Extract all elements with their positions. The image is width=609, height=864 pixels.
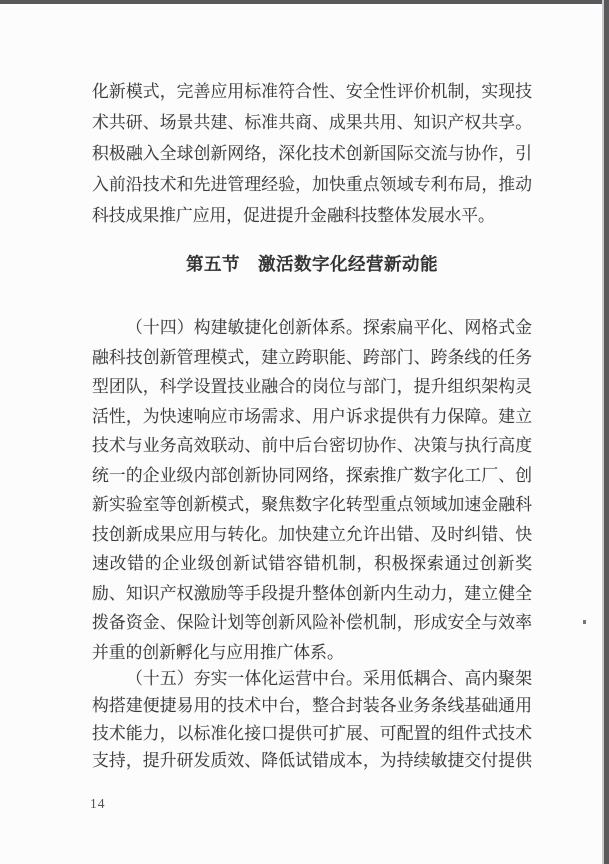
text-line: 型团队，科学设置技业融合的岗位与部门，提升组织架构灵 (92, 377, 532, 396)
text-line: 化新模式，完善应用标准符合性、安全性评价机制，实现技 (92, 82, 532, 101)
paragraph-intro (92, 76, 532, 231)
scan-artifact-dot (583, 620, 586, 624)
text-line: 拨备资金、保险计划等创新风险补偿机制，形成安全与效率 (92, 613, 532, 632)
text-line: （十五）夯实一体化运营中台。采用低耦合、高内聚架 (126, 669, 532, 688)
page-number: 14 (90, 796, 106, 811)
text-line: （十四）构建敏捷化创新体系。探索扁平化、网格式金 (126, 318, 532, 337)
text-line: 技创新成果应用与转化。加快建立允许出错、及时纠错、快 (92, 524, 532, 544)
paragraph-15 (92, 665, 532, 775)
text-line: 并重的创新孵化与应用推广体系。 (92, 642, 344, 662)
text-line: 技术与业务高效联动、前中后台密切协作、决策与执行高度 (92, 436, 532, 455)
text-line: 活性，为快速响应市场需求、用户诉求提供有力保障。建立 (92, 406, 532, 426)
text-line: 技术能力，以标准化接口提供可扩展、可配置的组件式技术 (92, 723, 532, 743)
text-line: 科技成果推广应用，促进提升金融科技整体发展水平。 (92, 206, 495, 226)
text-line: 术共研、场景共建、标准共商、成果共用、知识产权共享。 (92, 113, 532, 133)
text-line: 统一的企业级内部创新协同网络，探索推广数字化工厂、创 (92, 465, 532, 485)
section-heading: 第五节 激活数字化经营新动能 (186, 254, 438, 274)
text-line: 融科技创新管理模式，建立跨职能、跨部门、跨条线的任务 (92, 347, 532, 367)
text-line: 支持，提升研发质效、降低试错成本，为持续敏捷交付提供 (92, 751, 532, 771)
text-line: 积极融入全球创新网络，深化技术创新国际交流与协作，引 (92, 144, 532, 164)
paragraph-14 (92, 313, 532, 667)
text-line: 新实验室等创新模式，聚焦数字化转型重点领域加速金融科 (92, 495, 532, 514)
text-line: 入前沿技术和先进管理经验，加快重点领域专利布局，推动 (92, 175, 532, 195)
scan-edge-right (604, 0, 609, 864)
text-line: 速改错的企业级创新试错容错机制，积极探索通过创新奖 (92, 554, 532, 573)
scan-edge-top (0, 0, 609, 4)
text-line: 励、知识产权激励等手段提升整体创新内生动力，建立健全 (92, 583, 532, 603)
text-line: 构搭建便捷易用的技术中台，整合封装各业务条线基础通用 (92, 696, 532, 716)
